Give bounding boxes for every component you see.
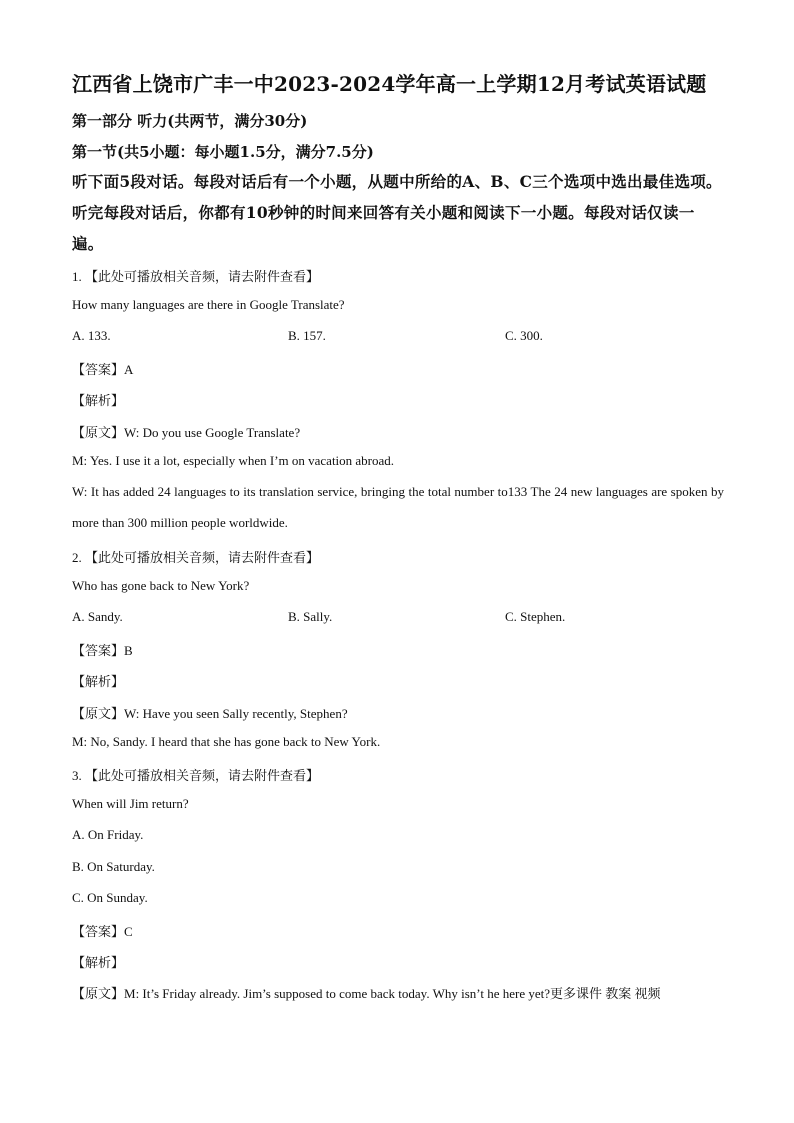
question-2-transcript-2: M: No, Sandy. I heard that she has gone back to New York. (72, 734, 381, 749)
original-tag: 【原文】 (72, 426, 125, 441)
question-2-option-c: C. Stephen. (505, 609, 566, 624)
question-1-analysis (72, 390, 124, 409)
question-2-analysis (72, 671, 124, 690)
question-3-answer (72, 921, 133, 940)
transcript-line: M: It’s Friday already. Jim’s supposed to come back today. Why isn’t he here yet?更多课件 教案 视频 (124, 986, 661, 1001)
audio-note[interactable]: 【此处可播放相关音频，请去附件查看】 (85, 270, 320, 285)
answer-value: B (124, 643, 133, 658)
section-header: 第一节(共5小题：每小题1.5分，满分7.5分) (72, 143, 374, 161)
question-3-option-a: A. On Friday. (72, 827, 144, 842)
audio-note[interactable]: 【此处可播放相关音频，请去附件查看】 (85, 551, 320, 566)
answer-tag: 【答案】 (72, 644, 125, 659)
question-number: 1. (72, 269, 82, 284)
question-1-transcript-3: W: It has added 24 languages to its translation service, bringing the total number to133 The 24 new languages are spoken by more than 300 million people worldwide. (72, 484, 724, 530)
question-1-text: How many languages are there in Google Translate? (72, 297, 345, 312)
question-2-audio-line (72, 547, 319, 566)
question-3-option-b: B. On Saturday. (72, 859, 155, 874)
question-1-transcript-2: M: Yes. I use it a lot, especially when I’m on vacation abroad. (72, 453, 395, 468)
question-2-text: Who has gone back to New York? (72, 578, 250, 593)
instructions: 听下面5段对话。每段对话后有一个小题，从题中所给的A、B、C三个选项中选出最佳选项。听完每段对话后，你都有10秒钟的时间来回答有关小题和阅读下一小题。每段对话仅读一遍。 (72, 172, 722, 253)
question-2-transcript-1 (72, 703, 348, 722)
question-3-audio-line (72, 765, 319, 784)
question-3-option-c: C. On Sunday. (72, 890, 148, 905)
question-number: 2. (72, 550, 82, 565)
question-2-answer (72, 640, 133, 659)
question-2-option-b: B. Sally. (288, 609, 333, 624)
analysis-tag: 【解析】 (72, 675, 125, 690)
question-1-option-c: C. 300. (505, 328, 543, 343)
transcript-line: W: Do you use Google Translate? (124, 425, 301, 440)
question-3-analysis (72, 952, 124, 971)
question-1-audio-line (72, 266, 319, 285)
document-title: 江西省上饶市广丰一中2023-2024学年高一上学期12月考试英语试题 (72, 72, 707, 96)
original-tag: 【原文】 (72, 987, 125, 1002)
question-3-transcript-1 (72, 983, 661, 1002)
question-number: 3. (72, 768, 82, 783)
question-1-option-b: B. 157. (288, 328, 326, 343)
audio-note[interactable]: 【此处可播放相关音频，请去附件查看】 (85, 769, 320, 784)
transcript-line: W: Have you seen Sally recently, Stephen? (124, 706, 348, 721)
question-2-option-a: A. Sandy. (72, 609, 123, 624)
question-1-answer (72, 359, 133, 378)
answer-value: A (124, 362, 134, 377)
answer-tag: 【答案】 (72, 363, 125, 378)
answer-tag: 【答案】 (72, 925, 125, 940)
analysis-tag: 【解析】 (72, 956, 125, 971)
question-1-option-a: A. 133. (72, 328, 111, 343)
analysis-tag: 【解析】 (72, 394, 125, 409)
question-1-transcript-1 (72, 422, 300, 441)
part-header: 第一部分 听力(共两节，满分30分) (72, 112, 308, 130)
answer-value: C (124, 924, 133, 939)
question-3-text: When will Jim return? (72, 796, 189, 811)
original-tag: 【原文】 (72, 707, 125, 722)
